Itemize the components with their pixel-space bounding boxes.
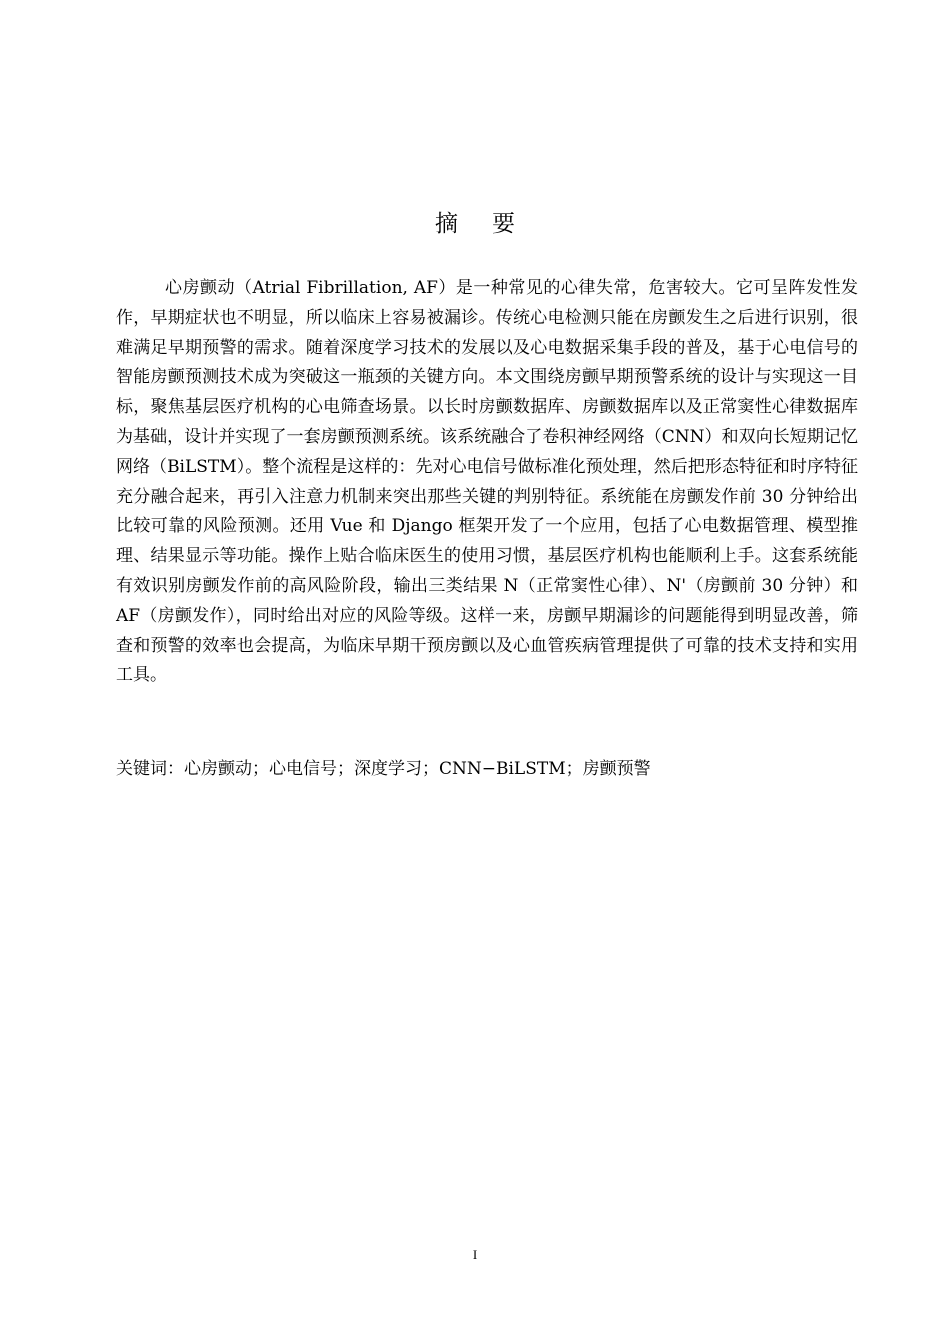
- keywords-label: 关键词：: [116, 759, 184, 779]
- keywords-text: 心房颤动；心电信号；深度学习；CNN−BiLSTM；房颤预警: [184, 759, 651, 779]
- abstract-paragraph: 心房颤动（Atrial Fibrillation, AF）是一种常见的心律失常，危害较大。它可呈阵发性发作，早期症状也不明显，所以临床上容易被漏诊。传统心电检测只能在房颤发生之后进行识别，很难满足早期预警的需求。随着深度学习技术的发展以及心电数据采集手段的普及，基于心电信号的智能房颤预测技术成为突破这一瓶颈的关键方向。本文围绕房颤早期预警系统的设计与实现这一目标，聚焦基层医疗机构的心电筛查场景。以长时房颤数据库、房颤数据库以及正常窦性心律数据库为基础，设计并实现了一套房颤预测系统。该系统融合了卷积神经网络（CNN）和双向长短期记忆网络（BiLSTM）。整个流程是这样的：先对心电信号做标准化预处理，然后把形态特征和时序特征充分融合起来，再引入注意力机制来突出那些关键的判别特征。系统能在房颤发作前 30 分钟给出比较可靠的风险预测。还用 Vue 和 Django 框架开发了一个应用，包括了心电数据管理、模型推理、结果显示等功能。操作上贴合临床医生的使用习惯，基层医疗机构也能顺利上手。这套系统能有效识别房颤发作前的高风险阶段，输出三类结果 N（正常窦性心律）、N'（房颤前 30 分钟）和 AF（房颤发作），同时给出对应的风险等级。这样一来，房颤早期漏诊的问题能得到明显改善，筛查和预警的效率也会提高，为临床早期干预房颤以及心血管疾病管理提供了可靠的技术支持和实用工具。: [116, 278, 858, 686]
- page-number: I: [472, 1247, 478, 1262]
- keywords-line: [116, 755, 858, 785]
- page-title: 摘要: [435, 211, 549, 237]
